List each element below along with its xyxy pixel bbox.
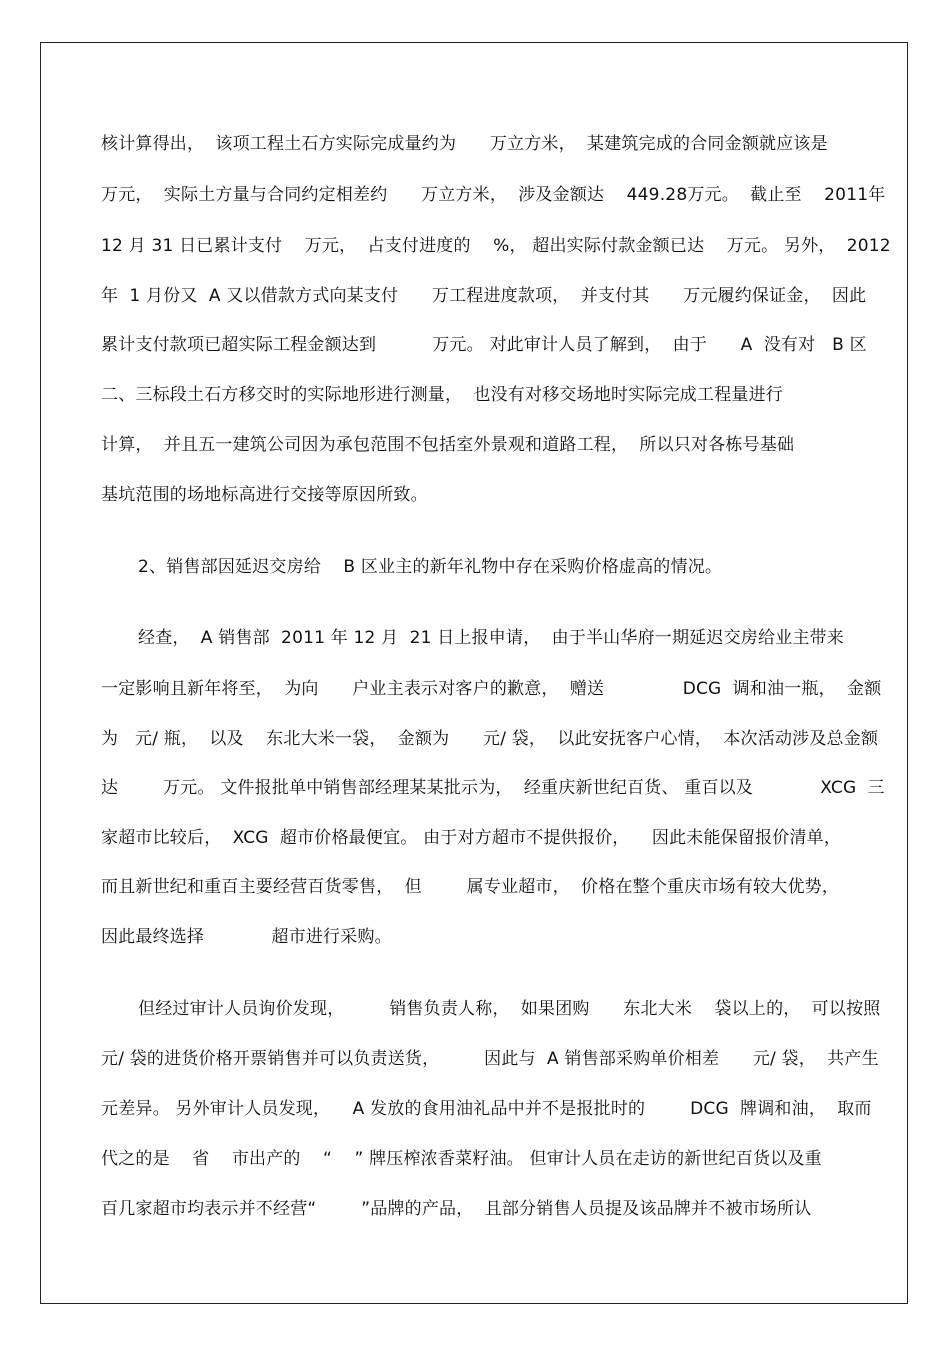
body-text-line: 计算， 并且五一建筑公司因为承包范围不包括室外景观和道路工程， 所以只对各栋号基础	[101, 435, 795, 455]
body-text-line: 一定影响且新年将至， 为向 户业主表示对客户的歉意， 赠送 DCG 调和油一瓶， 金额	[101, 679, 882, 699]
body-text-line: 万元， 实际土方量与合同约定相差约 万立方米， 涉及金额达 449.28万元。 截止至 2011年	[101, 185, 886, 205]
body-text-line: 基坑范围的场地标高进行交接等原因所致。	[101, 485, 428, 505]
body-text-line: 因此最终选择 超市进行采购。	[101, 927, 392, 947]
body-text-line: 元/ 袋的进货价格开票销售并可以负责送货， 因此与 A 销售部采购单价相差 元/ 袋， 共产生	[101, 1049, 879, 1069]
body-text-line: 元差异。 另外审计人员发现， A 发放的食用油礼品中并不是报批时的 DCG 牌调和油， 取而	[101, 1099, 872, 1119]
body-text-line: 百几家超市均表示并不经营“ ”品牌的产品， 且部分销售人员提及该品牌并不被市场所认	[101, 1199, 812, 1219]
body-text-line: 代之的是 省 市出产的 “ ” 牌压榨浓香菜籽油。 但审计人员在走访的新世纪百货以及重	[101, 1149, 822, 1169]
body-text-line: 核计算得出， 该项工程土石方实际完成量约为 万立方米， 某建筑完成的合同金额就应该是	[101, 134, 828, 154]
section-heading: 2、销售部因延迟交房给 B 区业主的新年礼物中存在采购价格虚高的情况。	[138, 557, 723, 577]
body-text-line: 二、三标段土石方移交时的实际地形进行测量， 也没有对移交场地时实际完成工程量进行	[101, 385, 784, 405]
body-text-line: 年 1 月份又 A 又以借款方式向某支付 万工程进度款项， 并支付其 万元履约保证金， 因此	[101, 286, 867, 306]
body-text-line: 家超市比较后， XCG 超市价格最便宜。 由于对方超市不提供报价， 因此未能保留报价清单，	[101, 828, 842, 848]
body-text-line: 累计支付款项已超实际工程金额达到 万元。 对此审计人员了解到， 由于 A 没有对 B 区	[101, 335, 867, 355]
body-text-line: 达 万元。 文件报批单中销售部经理某某批示为， 经重庆新世纪百货、 重百以及 XCG 三	[101, 778, 885, 798]
body-text-line: 为 元/ 瓶， 以及 东北大米一袋， 金额为 元/ 袋， 以此安抚客户心情， 本次活动涉及总金额	[101, 729, 879, 749]
body-text-line: 12 月 31 日已累计支付 万元， 占支付进度的 %， 超出实际付款金额已达 万元。 另外， 2012	[101, 236, 891, 256]
body-text-line: 但经过审计人员询价发现， 销售负责人称， 如果团购 东北大米 袋以上的， 可以按照	[138, 999, 881, 1019]
body-text-line: 而且新世纪和重百主要经营百货零售， 但 属专业超市， 价格在整个重庆市场有较大优势，	[101, 877, 840, 897]
body-text-line: 经查， A 销售部 2011 年 12 月 21 日上报申请， 由于半山华府一期延迟交房给业主带来	[138, 628, 845, 648]
